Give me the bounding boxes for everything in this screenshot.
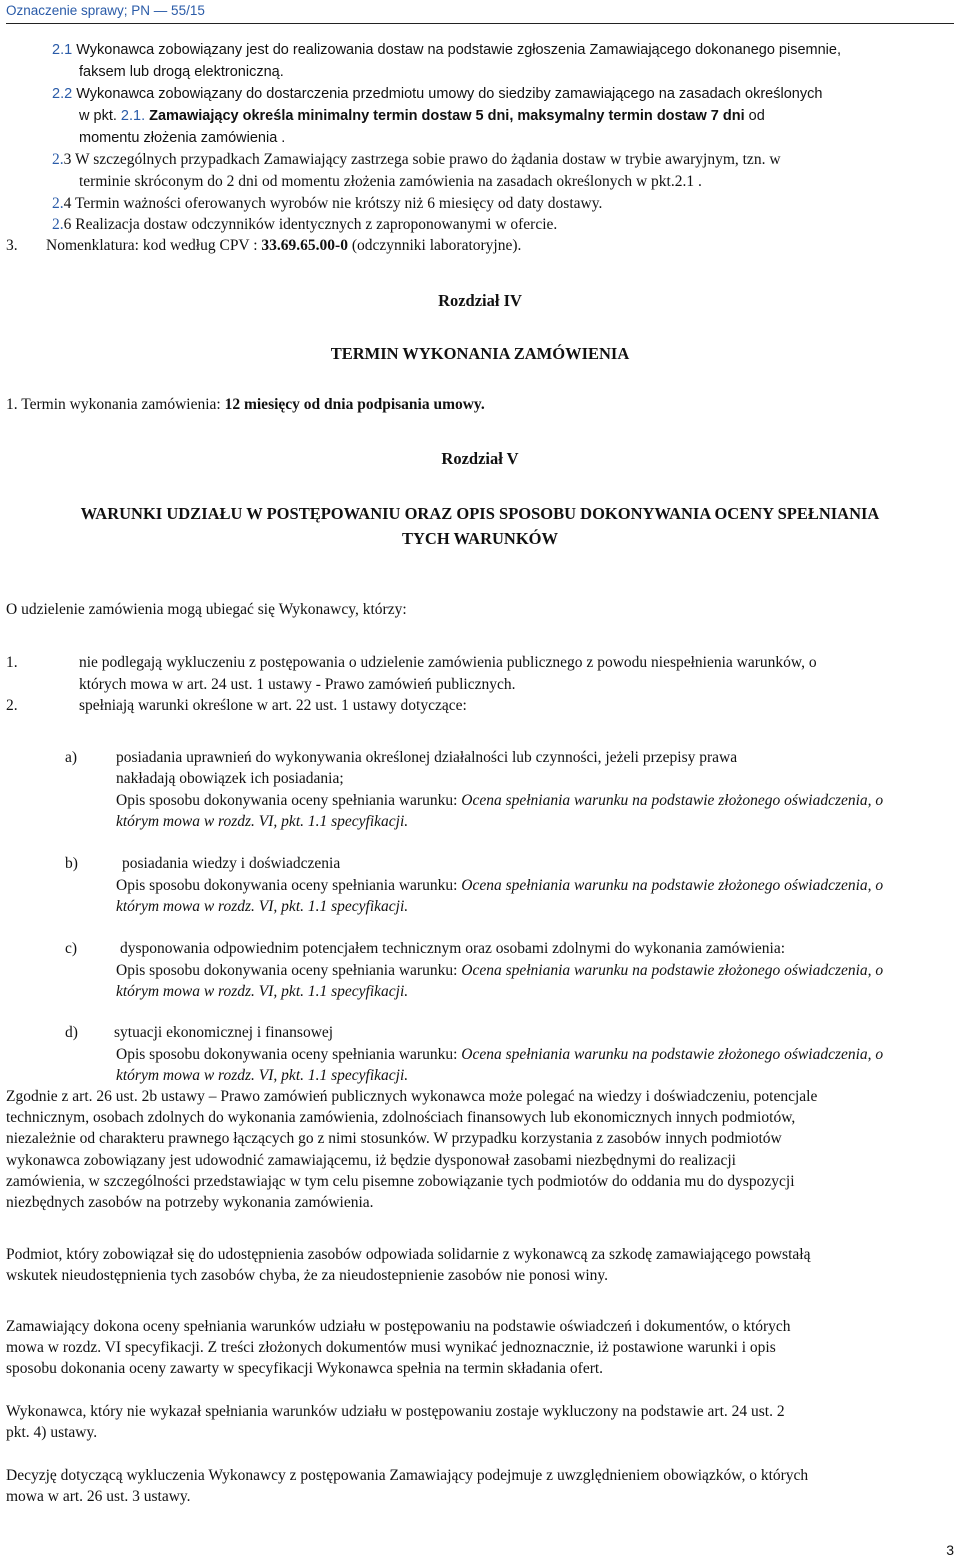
paragraph-1-line-6: niezbędnych zasobów na potrzeby wykonania zamówienia. bbox=[6, 1194, 374, 1211]
chapter-4-title: Rozdział IV bbox=[438, 291, 522, 310]
paragraph-3-line-2: mowa w rozdz. VI specyfikacji. Z treści złożonych dokumentów musi wynikać jednoznacznie, iż postawione warunki i opis bbox=[6, 1339, 776, 1356]
opis-italic: Ocena spełniania warunku na podstawie złożonego oświadczenia, o bbox=[461, 962, 884, 979]
item-3 bbox=[6, 235, 521, 257]
item-text: Nomenklatura: kod według CPV : bbox=[46, 237, 262, 254]
chapter-5-subtitle-a: WARUNKI UDZIAŁU W POSTĘPOWANIU ORAZ OPIS SPOSOBU DOKONYWANIA OCENY SPEŁNIANIA bbox=[80, 504, 880, 523]
paragraph-4-line-1: Wykonawca, który nie wykazał spełniania warunków udziału w postępowaniu zostaje wykluczony na podstawie art. 24 ust. 2 bbox=[6, 1403, 785, 1420]
condition-d-opis bbox=[116, 1044, 958, 1066]
condition-c-opis-cont: którym mowa w rozdz. VI, pkt. 1.1 specyfikacji. bbox=[116, 983, 409, 1000]
item-2-1 bbox=[52, 40, 957, 60]
item-bold-text: Zamawiający określa minimalny termin dostaw 5 dni, maksymalny termin dostaw 7 dni bbox=[145, 108, 745, 124]
paragraph-5-line-2: mowa w art. 26 ust. 3 ustawy. bbox=[6, 1488, 191, 1505]
condition-d-opis-cont: którym mowa w rozdz. VI, pkt. 1.1 specyfikacji. bbox=[116, 1067, 409, 1084]
item-text: 3 W szczególnych przypadkach Zamawiający zastrzega sobie prawo do żądania dostaw w trybie awaryjnym, tzn. w bbox=[63, 151, 781, 168]
item-2-2-cont2: momentu złożenia zamówienia . bbox=[79, 130, 286, 146]
item-number: 2. bbox=[52, 216, 64, 233]
document-header: Oznaczenie sprawy; PN — 55/15 bbox=[6, 3, 205, 18]
item-text: posiadania uprawnień do wykonywania określonej działalności lub czynności, jeżeli przepisy prawa bbox=[116, 749, 738, 766]
item-text: nie podlegają wykluczeniu z postępowania o udzielenie zamówienia publicznego z powodu niespełnienia warunków, o bbox=[79, 654, 817, 671]
condition-1 bbox=[6, 652, 956, 674]
item-letter: a) bbox=[65, 749, 78, 766]
item-2-2-cont bbox=[79, 106, 959, 126]
item-letter: c) bbox=[65, 940, 78, 957]
cpv-code: 33.69.65.00-0 bbox=[261, 237, 348, 254]
condition-a-opis bbox=[116, 790, 958, 812]
paragraph-1-line-2: technicznym, osobach zdolnych do wykonania zamówienia, zdolnościach finansowych lub ekonomicznych innych podmiotów, bbox=[6, 1109, 796, 1126]
item-text: spełniają warunki określone w art. 22 ust. 1 ustawy dotyczące: bbox=[79, 697, 467, 714]
chapter-5-subtitle-b: TYCH WARUNKÓW bbox=[401, 529, 558, 548]
item-2-6 bbox=[52, 214, 557, 236]
header-rule bbox=[6, 23, 954, 24]
item-text: w pkt. bbox=[79, 108, 121, 124]
item-letter: b) bbox=[65, 855, 78, 872]
paragraph-1-line-5: zamówienia, w szczególności przedstawiając w tym celu pisemne zobowiązanie tych podmiotów do oddania mu do dyspozycji bbox=[6, 1173, 795, 1190]
item-text: dysponowania odpowiednim potencjałem technicznym oraz osobami zdolnymi do wykonania zamówienia: bbox=[120, 940, 786, 957]
chapter-4-item-1 bbox=[6, 394, 485, 416]
item-text: 6 Realizacja dostaw odczynników identycznych z zaproponowanymi w ofercie. bbox=[63, 216, 558, 233]
opis-label: Opis sposobu dokonywania oceny spełniania warunku: bbox=[116, 877, 462, 894]
item-letter: d) bbox=[65, 1024, 78, 1041]
page-number: 3 bbox=[946, 1542, 954, 1559]
condition-b-opis-cont: którym mowa w rozdz. VI, pkt. 1.1 specyfikacji. bbox=[116, 898, 409, 915]
item-number: 3. bbox=[6, 237, 18, 254]
condition-c bbox=[65, 938, 785, 960]
condition-a-opis-cont: którym mowa w rozdz. VI, pkt. 1.1 specyfikacji. bbox=[116, 813, 409, 830]
item-text: posiadania wiedzy i doświadczenia bbox=[122, 855, 341, 872]
item-2-3 bbox=[52, 149, 957, 171]
opis-label: Opis sposobu dokonywania oceny spełniania warunku: bbox=[116, 1046, 462, 1063]
item-text: (odczynniki laboratoryjne). bbox=[347, 237, 522, 254]
condition-a-cont: nakładają obowiązek ich posiadania; bbox=[116, 770, 344, 787]
paragraph-3-line-1: Zamawiający dokona oceny spełniania warunków udziału w postępowaniu na podstawie oświadczeń i dokumentów, o których bbox=[6, 1318, 791, 1335]
item-2-1-cont: faksem lub drogą elektroniczną. bbox=[79, 64, 284, 80]
opis-label: Opis sposobu dokonywania oceny spełniania warunku: bbox=[116, 962, 462, 979]
item-text: od bbox=[744, 108, 765, 124]
condition-1-cont: których mowa w art. 24 ust. 1 ustawy - Prawo zamówień publicznych. bbox=[79, 676, 516, 693]
opis-italic: Ocena spełniania warunku na podstawie złożonego oświadczenia, o bbox=[461, 877, 884, 894]
opis-italic: Ocena spełniania warunku na podstawie złożonego oświadczenia, o bbox=[461, 1046, 884, 1063]
item-2-2 bbox=[52, 84, 957, 104]
condition-2 bbox=[6, 695, 467, 717]
item-number: 2.2 bbox=[52, 86, 73, 102]
condition-b bbox=[65, 853, 340, 875]
paragraph-3-line-3: sposobu dokonania oceny zawarty w specyfikacji Wykonawca spełnia na termin składania ofert. bbox=[6, 1360, 604, 1377]
condition-a bbox=[65, 747, 955, 769]
paragraph-5-line-1: Decyzję dotyczącą wykluczenia Wykonawcy z postępowania Zamawiający podejmuje z uwzględnieniem obowiązków, o których bbox=[6, 1467, 809, 1484]
item-ref: 2.1. bbox=[120, 108, 146, 124]
opis-italic: Ocena spełniania warunku na podstawie złożonego oświadczenia, o bbox=[461, 792, 884, 809]
item-2-4 bbox=[52, 193, 602, 215]
item-text: Wykonawca zobowiązany do dostarczenia przedmiotu umowy do siedziby zamawiającego na zasadach określonych bbox=[72, 86, 823, 102]
chapter-5-title: Rozdział V bbox=[441, 449, 519, 468]
item-number: 2. bbox=[52, 151, 64, 168]
item-text: Wykonawca zobowiązany jest do realizowania dostaw na podstawie zgłoszenia Zamawiającego dokonanego pisemnie, bbox=[72, 42, 841, 58]
paragraph-2-line-2: wskutek nieudostępnienia tych zasobów chyba, że za nieudostepnienie zasobów nie ponosi winy. bbox=[6, 1267, 609, 1284]
item-bold-text: 12 miesięcy od dnia podpisania umowy. bbox=[224, 396, 485, 413]
item-text: 1. Termin wykonania zamówienia: bbox=[6, 396, 225, 413]
item-number: 2.1 bbox=[52, 42, 73, 58]
item-number: 2. bbox=[52, 195, 64, 212]
opis-label: Opis sposobu dokonywania oceny spełniania warunku: bbox=[116, 792, 462, 809]
chapter-4-subtitle: TERMIN WYKONANIA ZAMÓWIENIA bbox=[330, 344, 630, 363]
paragraph-1-line-1: Zgodnie z art. 26 ust. 2b ustawy – Prawo zamówień publicznych wykonawca może polegać na wiedzy i doświadczeniu, potencjale bbox=[6, 1088, 818, 1105]
paragraph-4-line-2: pkt. 4) ustawy. bbox=[6, 1424, 98, 1441]
paragraph-1-line-3: niezależnie od charakteru prawnego łączących go z nimi stosunków. W przypadku korzystania z zasobów innych podmiotów bbox=[6, 1130, 782, 1147]
condition-c-opis bbox=[116, 960, 958, 982]
item-number: 1. bbox=[6, 654, 18, 671]
paragraph-2-line-1: Podmiot, który zobowiązał się do udostępnienia zasobów odpowiada solidarnie z wykonawcą za szkodę zamawiającego powstałą bbox=[6, 1246, 811, 1263]
paragraph-1-line-4: wykonawca zobowiązany jest udowodnić zamawiającemu, iż będzie dysponował zasobami niezbędnymi do realizacji bbox=[6, 1152, 736, 1169]
condition-b-opis bbox=[116, 875, 958, 897]
item-number: 2. bbox=[6, 697, 18, 714]
item-text: sytuacji ekonomicznej i finansowej bbox=[114, 1024, 334, 1041]
item-2-3-cont: terminie skróconym do 2 dni od momentu złożenia zamówienia na zasadach określonych w pkt.2.1 . bbox=[79, 173, 702, 190]
chapter-5-intro: O udzielenie zamówienia mogą ubiegać się Wykonawcy, którzy: bbox=[6, 601, 407, 618]
item-text: 4 Termin ważności oferowanych wyrobów nie krótszy niż 6 miesięcy od daty dostawy. bbox=[63, 195, 603, 212]
condition-d bbox=[65, 1022, 333, 1044]
